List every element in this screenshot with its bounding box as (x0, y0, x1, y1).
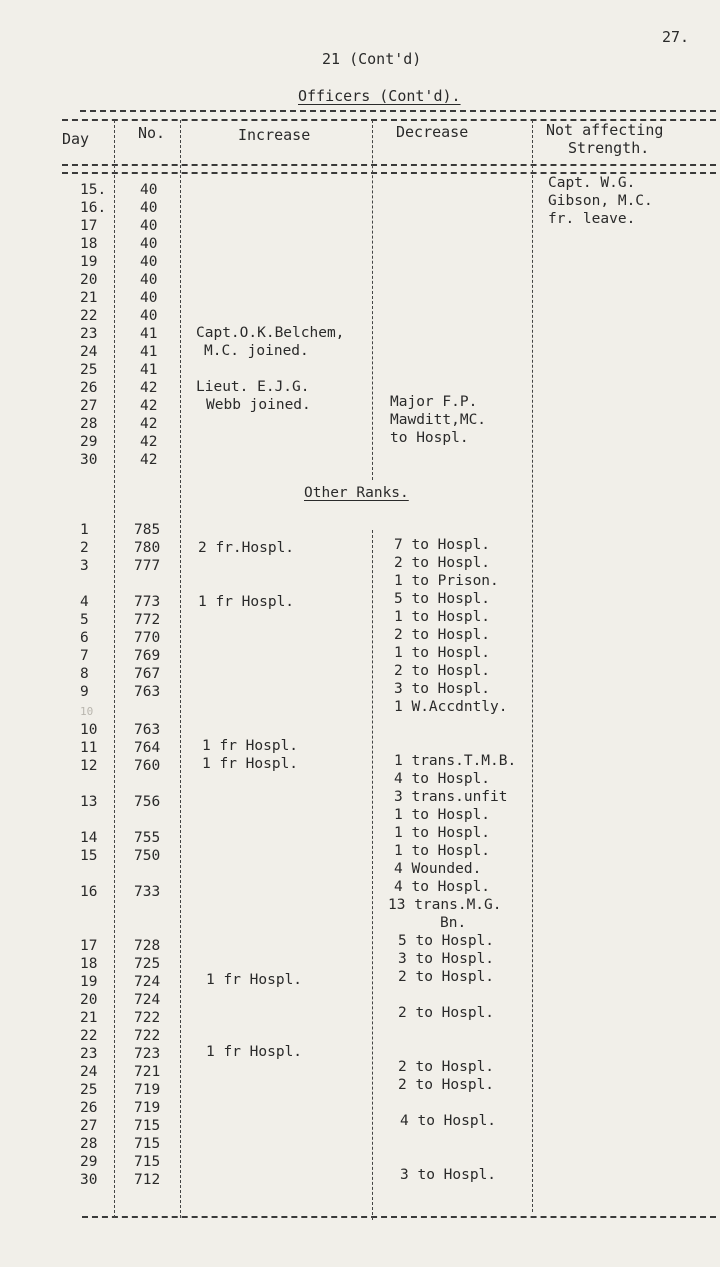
ranks-day-cell: 29 (80, 1154, 98, 1170)
ranks-no-cell: 719 (134, 1082, 161, 1098)
officer-day-cell: 21 (80, 290, 98, 306)
officer-day-cell: 24 (80, 344, 98, 360)
col-header-day: Day (62, 130, 90, 148)
ranks-day-cell: 7 (80, 648, 89, 664)
ranks-decrease-cell: 2 to Hospl. (394, 663, 491, 679)
ranks-decrease-cell: 2 to Hospl. (394, 555, 491, 571)
ranks-no-cell: 785 (134, 522, 161, 538)
ranks-no-cell: 724 (134, 992, 161, 1008)
col-divider-increase-ranks (372, 530, 373, 1220)
officer-no-cell: 40 (140, 200, 158, 216)
ranks-decrease-cell: 7 to Hospl. (394, 537, 491, 553)
ranks-no-cell: 763 (134, 684, 161, 700)
ranks-decrease-cell: 3 to Hospl. (400, 1167, 497, 1183)
col-divider-increase-officers (372, 120, 373, 480)
ranks-no-cell: 722 (134, 1028, 161, 1044)
ranks-day-cell: 12 (80, 758, 98, 774)
ranks-increase-cell: 2 fr.Hospl. (198, 540, 295, 556)
ranks-day-cell: 21 (80, 1010, 98, 1026)
ranks-day-cell: 10 (80, 722, 98, 738)
officer-no-cell: 41 (140, 326, 158, 342)
officer-day-cell: 17 (80, 218, 98, 234)
col-header-not-affecting: Not affecting (546, 121, 664, 139)
officer-day-cell: 19 (80, 254, 98, 270)
ranks-decrease-cell: 2 to Hospl. (394, 627, 491, 643)
officer-day-cell: 20 (80, 272, 98, 288)
officer-increase-line: Capt.O.K.Belchem, (196, 325, 345, 341)
ranks-day-cell: 22 (80, 1028, 98, 1044)
officer-increase-line: Lieut. E.J.G. (196, 379, 310, 395)
ranks-decrease-cell: 1 to Hospl. (394, 807, 491, 823)
ranks-no-cell: 721 (134, 1064, 161, 1080)
ranks-increase-cell: 1 fr Hospl. (198, 594, 295, 610)
officers-subheading: Officers (Cont'd). (298, 87, 461, 105)
ranks-decrease-cell: 1 to Hospl. (394, 843, 491, 859)
ranks-day-cell: 17 (80, 938, 98, 954)
ranks-decrease-cell: 2 to Hospl. (398, 1059, 495, 1075)
ranks-no-cell: 719 (134, 1100, 161, 1116)
ranks-decrease-cell: 1 to Hospl. (394, 825, 491, 841)
ranks-decrease-cell: 1 to Hospl. (394, 609, 491, 625)
ranks-no-cell: 723 (134, 1046, 161, 1062)
ranks-day-cell: 1 (80, 522, 89, 538)
officer-no-cell: 40 (140, 308, 158, 324)
officer-no-cell: 40 (140, 272, 158, 288)
officer-not-affecting-line: Capt. W.G. (548, 175, 636, 191)
ranks-day-cell: 25 (80, 1082, 98, 1098)
ranks-no-cell: 724 (134, 974, 161, 990)
officer-day-cell: 26 (80, 380, 98, 396)
ranks-day-cell: 4 (80, 594, 89, 610)
officer-day-cell: 25 (80, 362, 98, 378)
col-header-increase: Increase (238, 126, 311, 144)
ranks-increase-cell: 1 fr Hospl. (202, 756, 299, 772)
officer-day-cell: 28 (80, 416, 98, 432)
ranks-day-cell: 20 (80, 992, 98, 1008)
officer-no-cell: 42 (140, 380, 158, 396)
ranks-decrease-cell: 1 trans.T.M.B. (394, 753, 517, 769)
ranks-no-cell: 712 (134, 1172, 161, 1188)
ranks-no-cell: 728 (134, 938, 161, 954)
officer-no-cell: 41 (140, 362, 158, 378)
ranks-day-cell: 6 (80, 630, 89, 646)
officer-day-cell: 29 (80, 434, 98, 450)
ranks-no-cell: 773 (134, 594, 161, 610)
ranks-decrease-cell: 2 to Hospl. (398, 969, 495, 985)
officer-decrease-line: Major F.P. (390, 394, 478, 410)
ranks-decrease-cell: 5 to Hospl. (398, 933, 495, 949)
ranks-no-cell: 777 (134, 558, 161, 574)
ranks-decrease-cell: 1 to Prison. (394, 573, 499, 589)
officer-day-cell: 23 (80, 326, 98, 342)
ranks-day-cell: 13 (80, 794, 98, 810)
officer-increase-line: M.C. joined. (204, 343, 309, 359)
ranks-decrease-cell: 1 W.Accdntly. (394, 699, 508, 715)
officer-not-affecting-line: Gibson, M.C. (548, 193, 653, 209)
officer-no-cell: 40 (140, 218, 158, 234)
ranks-decrease-cell: 3 trans.unfit (394, 789, 508, 805)
ranks-no-cell: 715 (134, 1154, 161, 1170)
col-header-no: No. (138, 124, 166, 142)
ranks-day-cell: 2 (80, 540, 89, 556)
ranks-decrease-cell: Bn. (440, 915, 467, 931)
ranks-day-cell: 11 (80, 740, 98, 756)
officer-decrease-line: Mawditt,MC. (390, 412, 487, 428)
officer-day-cell: 22 (80, 308, 98, 324)
ranks-decrease-cell: 2 to Hospl. (398, 1005, 495, 1021)
ranks-day-cell: 28 (80, 1136, 98, 1152)
ranks-day-cell: 8 (80, 666, 89, 682)
ranks-day-cell: 26 (80, 1100, 98, 1116)
ranks-decrease-cell: 4 to Hospl. (394, 879, 491, 895)
ranks-day-cell: 27 (80, 1118, 98, 1134)
ranks-no-cell: 763 (134, 722, 161, 738)
ranks-no-cell: 770 (134, 630, 161, 646)
col-divider-no (180, 120, 181, 1218)
ranks-no-cell: 767 (134, 666, 161, 682)
ranks-decrease-cell: 13 trans.M.G. (388, 897, 502, 913)
ranks-no-cell: 715 (134, 1118, 161, 1134)
ranks-increase-cell: 1 fr Hospl. (202, 738, 299, 754)
col-header-strength: Strength. (568, 139, 650, 157)
ranks-increase-cell: 1 fr Hospl. (206, 1044, 303, 1060)
header-bottom-rule (62, 164, 716, 166)
ranks-no-cell: 733 (134, 884, 161, 900)
officer-no-cell: 42 (140, 452, 158, 468)
officer-day-cell: 15. (80, 182, 107, 198)
table-top-rule (80, 110, 716, 112)
ranks-no-cell: 764 (134, 740, 161, 756)
ranks-no-cell: 750 (134, 848, 161, 864)
page-heading: 21 (Cont'd) (322, 50, 422, 68)
officer-day-cell: 18 (80, 236, 98, 252)
ranks-no-cell: 725 (134, 956, 161, 972)
col-divider-decrease (532, 120, 533, 1212)
officer-no-cell: 42 (140, 398, 158, 414)
ranks-day-cell: 18 (80, 956, 98, 972)
ranks-decrease-cell: 3 to Hospl. (394, 681, 491, 697)
ranks-no-cell: 760 (134, 758, 161, 774)
ranks-no-cell: 780 (134, 540, 161, 556)
ranks-no-cell: 769 (134, 648, 161, 664)
col-header-decrease: Decrease (396, 123, 469, 141)
ranks-day-cell: 23 (80, 1046, 98, 1062)
other-ranks-heading: Other Ranks. (304, 485, 409, 501)
officer-no-cell: 42 (140, 416, 158, 432)
ranks-no-cell: 755 (134, 830, 161, 846)
ranks-day-cell: 14 (80, 830, 98, 846)
ranks-decrease-cell: 2 to Hospl. (398, 1077, 495, 1093)
ranks-decrease-cell: 4 Wounded. (394, 861, 482, 877)
officer-no-cell: 42 (140, 434, 158, 450)
ranks-day-cell: 3 (80, 558, 89, 574)
ranks-day-cell: 16 (80, 884, 98, 900)
ranks-decrease-cell: 4 to Hospl. (400, 1113, 497, 1129)
officer-decrease-line: to Hospl. (390, 430, 469, 446)
officer-no-cell: 40 (140, 236, 158, 252)
ranks-day-cell: 15 (80, 848, 98, 864)
ranks-decrease-cell: 3 to Hospl. (398, 951, 495, 967)
ranks-increase-cell: 1 fr Hospl. (206, 972, 303, 988)
ranks-day-cell: 10 (80, 705, 94, 718)
ranks-decrease-cell: 5 to Hospl. (394, 591, 491, 607)
ranks-decrease-cell: 4 to Hospl. (394, 771, 491, 787)
ranks-day-cell: 9 (80, 684, 89, 700)
ranks-day-cell: 19 (80, 974, 98, 990)
officer-no-cell: 41 (140, 344, 158, 360)
ranks-no-cell: 715 (134, 1136, 161, 1152)
table-bottom-rule (82, 1216, 716, 1218)
ranks-no-cell: 772 (134, 612, 161, 628)
officer-increase-line: Webb joined. (206, 397, 311, 413)
officer-day-cell: 27 (80, 398, 98, 414)
officer-not-affecting-line: fr. leave. (548, 211, 636, 227)
ranks-no-cell: 722 (134, 1010, 161, 1026)
officer-day-cell: 30 (80, 452, 98, 468)
ranks-day-cell: 5 (80, 612, 89, 628)
ranks-day-cell: 24 (80, 1064, 98, 1080)
officer-no-cell: 40 (140, 254, 158, 270)
officer-no-cell: 40 (140, 290, 158, 306)
ranks-no-cell: 756 (134, 794, 161, 810)
ranks-decrease-cell: 1 to Hospl. (394, 645, 491, 661)
officer-no-cell: 40 (140, 182, 158, 198)
ranks-day-cell: 30 (80, 1172, 98, 1188)
officer-day-cell: 16. (80, 200, 107, 216)
page-number: 27. (662, 28, 690, 46)
col-divider-day (114, 120, 115, 1218)
